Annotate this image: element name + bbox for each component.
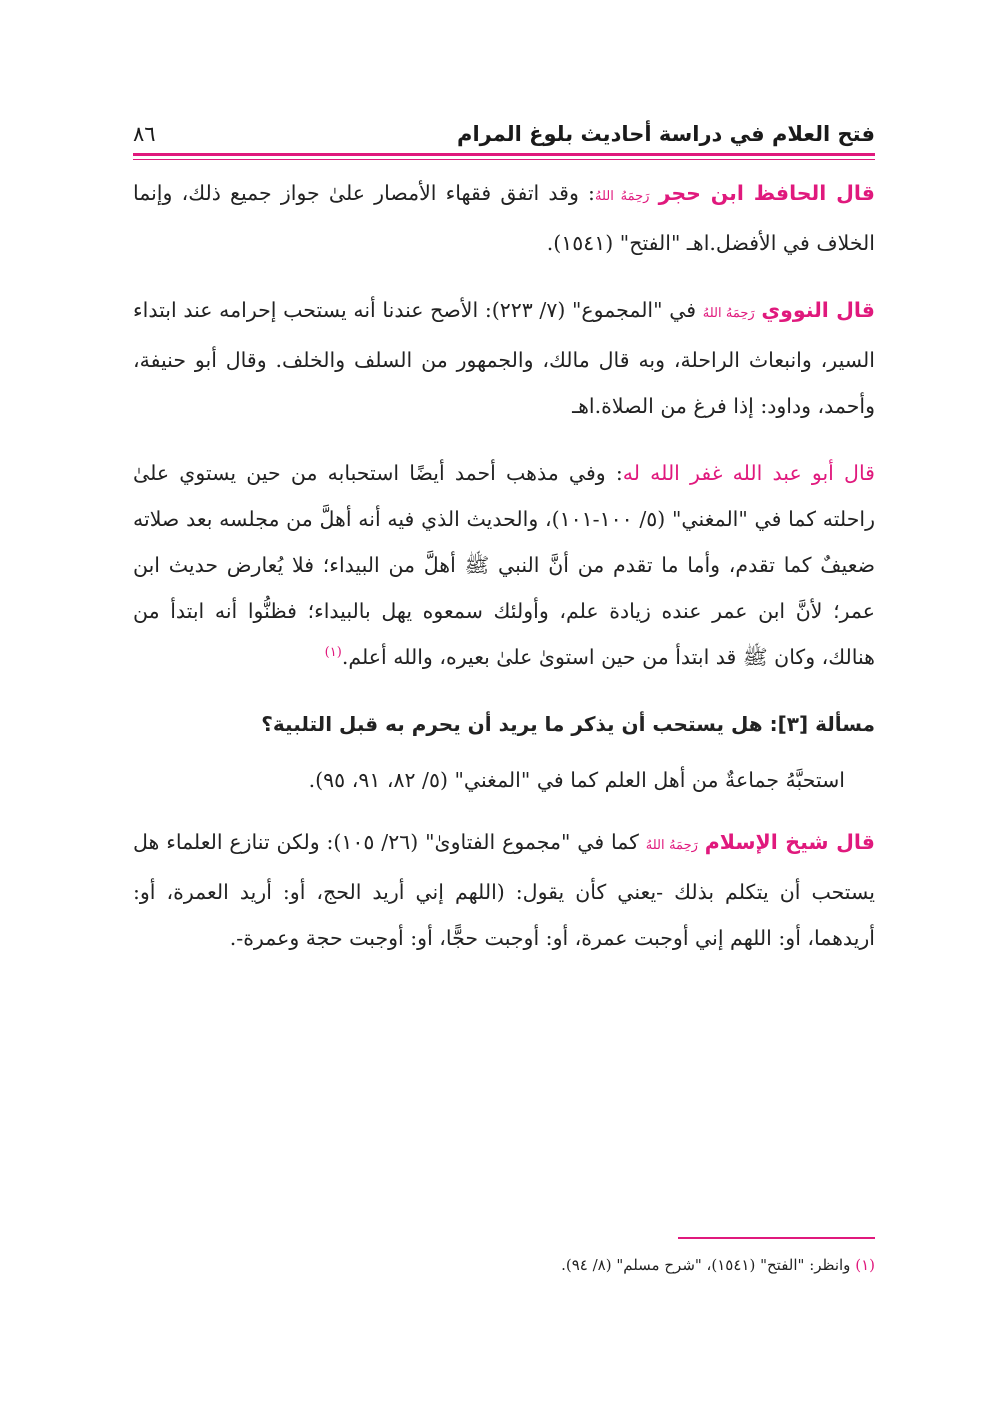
footnote-ref[interactable]: (١) <box>324 645 342 661</box>
paragraph-ibn-hajar <box>133 170 875 266</box>
speaker-nawawi: قال النووي <box>761 298 875 322</box>
honorific: رَحِمَهُ اللهُ <box>702 306 755 321</box>
honorific: رَحِمَهُ اللهُ <box>594 189 650 204</box>
speaker-ibn-hajar: قال الحافظ ابن حجر <box>658 181 875 205</box>
issue-text: استحبَّهُ جماعةٌ من أهل العلم كما في "المغني" (٥/ ٨٢، ٩١، ٩٥). <box>308 768 845 792</box>
footnote <box>133 1252 875 1278</box>
footnote-rule <box>678 1237 875 1239</box>
paragraph-text: كما في "مجموع الفتاوىٰ" (٢٦/ ١٠٥): ولكن تنازع العلماء هل يستحب أن يتكلم بذلك -يعني كأن يقول: (اللهم إني أريد الحج، أو: أريد العمرة، أو: أريدهما، أو: اللهم إني أوجبت عمرة، أو: أوجبت حجًّا، أو: أوجبت حجة وعمرة-. <box>133 830 875 950</box>
footnote-text: وانظر: "الفتح" (١٥٤١)، "شرح مسلم" (٨/ ٩٤). <box>561 1256 851 1274</box>
header-rule-thin <box>133 159 875 160</box>
speaker-ibn-taymiyyah: قال شيخ الإسلام <box>704 830 875 854</box>
footnote-number: (١) <box>855 1256 875 1274</box>
paragraph-text: : وفي مذهب أحمد أيضًا استحبابه من حين يستوي علىٰ راحلته كما في "المغني" (٥/ ١٠٠-١٠١)، والحديث الذي فيه أنه أهلَّ من مجلسه بعد صلاته ضعيفٌ كما تقدم، وأما ما تقدم من أنَّ النبي ﷺ أهلَّ من البيداء؛ فلا يُعارض حديث ابن عمر؛ لأنَّ ابن عمر عنده زيادة علم، وأولئك سمعوه يهل بالبيداء؛ فظنُّوا أنه ابتدأ من هنالك، وكان ﷺ قد ابتدأ من حين استوىٰ علىٰ بعيره، والله أعلم. <box>133 461 875 669</box>
honorific: رَحِمَهُ اللهُ <box>645 838 698 853</box>
running-title: فتح العلام في دراسة أحاديث بلوغ المرام <box>457 122 875 146</box>
speaker-author: قال أبو عبد الله غفر الله له <box>622 461 875 485</box>
page-header <box>133 118 875 154</box>
header-rule-thick <box>133 153 875 156</box>
paragraph-text: : وقد اتفق فقهاء الأمصار علىٰ جواز جميع ذلك، وإنما الخلاف في الأفضل.اهـ "الفتح" (١٥٤١). <box>133 181 875 255</box>
issue-heading: مسألة [٣]: هل يستحب أن يذكر ما يريد أن يحرم به قبل التلبية؟ <box>261 712 875 736</box>
paragraph-nawawi <box>133 287 875 429</box>
page-number: ٨٦ <box>133 122 156 146</box>
page-body <box>133 170 875 982</box>
paragraph-author <box>133 450 875 680</box>
paragraph-ibn-taymiyyah <box>133 819 875 961</box>
paragraph-text: في "المجموع" (٧/ ٢٢٣): الأصح عندنا أنه يستحب إحرامه عند ابتداء السير، وانبعاث الراحلة، وبه قال مالك، والجمهور من السلف والخلف. وقال أبو حنيفة، وأحمد، وداود: إذا فرغ من الصلاة.اهـ <box>133 298 875 418</box>
